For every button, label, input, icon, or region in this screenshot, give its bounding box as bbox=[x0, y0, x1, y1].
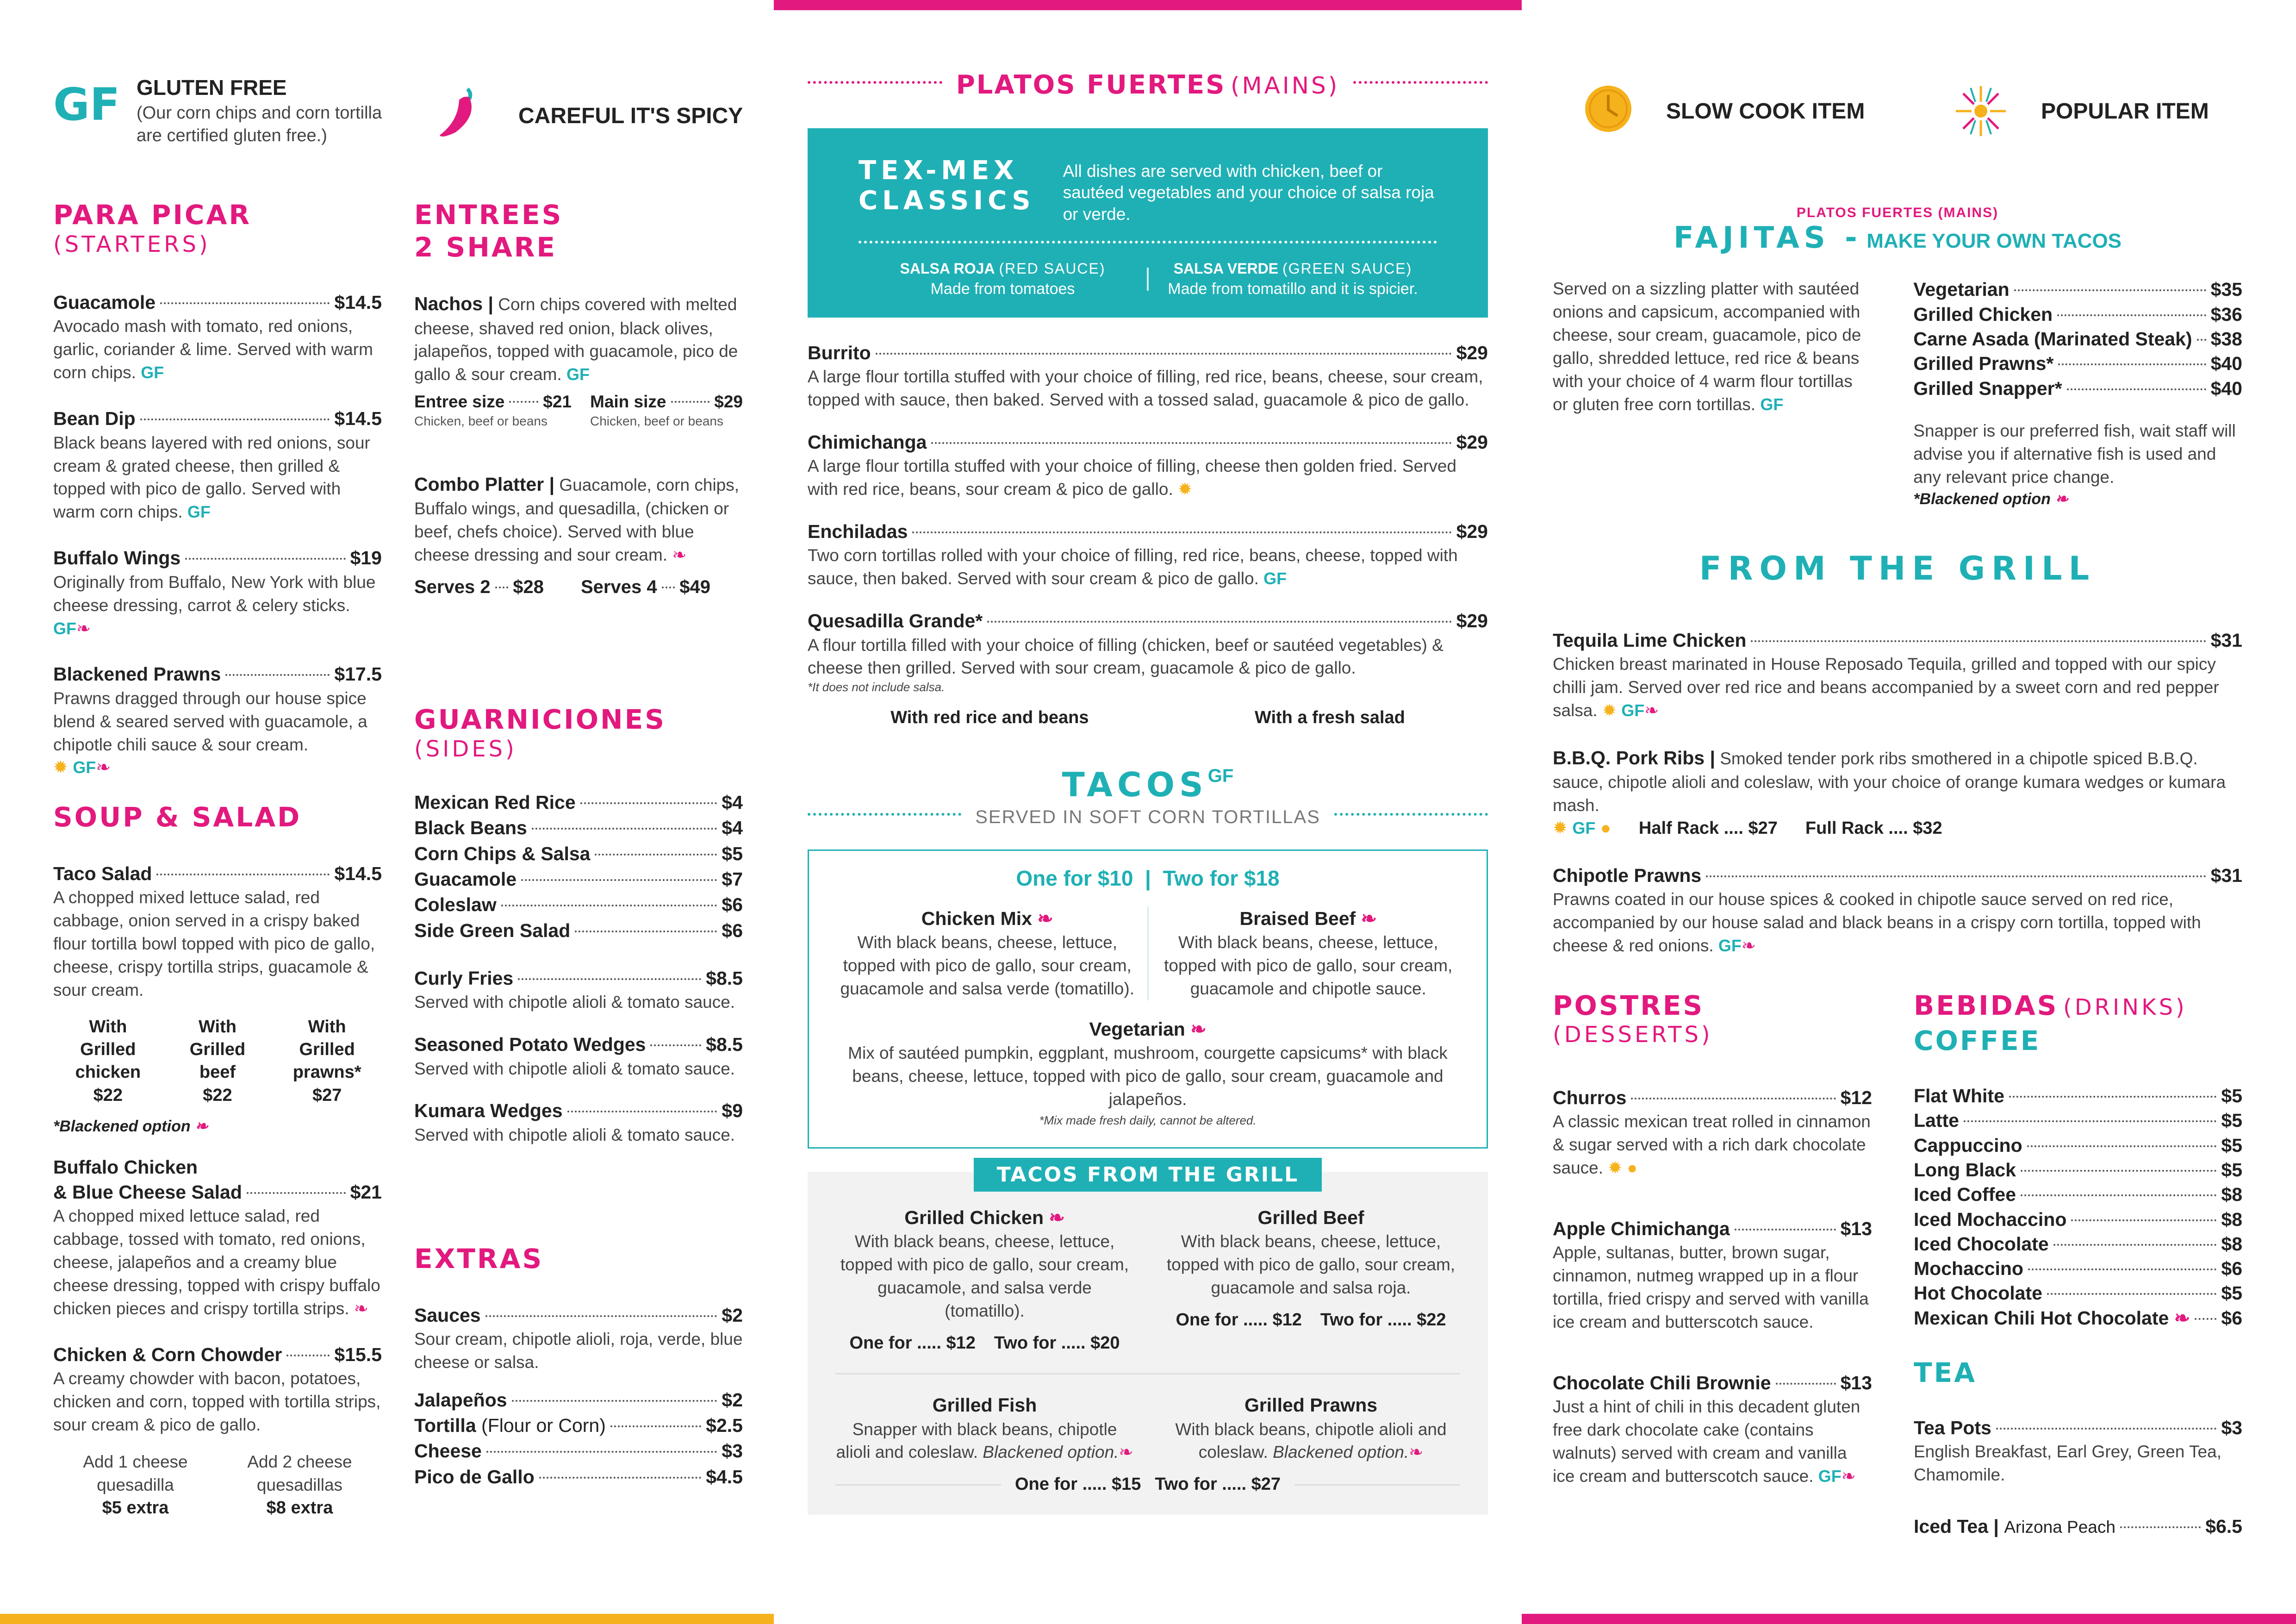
item-desc: Avocado mash with tomato, red onions, garlic, coriander & lime. Served with warm corn chips. bbox=[53, 317, 373, 382]
starburst-icon bbox=[1953, 83, 2009, 139]
item-name: Blackened Prawns bbox=[53, 663, 221, 685]
list-item: Guacamole $7 bbox=[414, 868, 743, 890]
size-note: Chicken, beef or beans bbox=[414, 414, 548, 429]
chili-icon: ❧ bbox=[2174, 1307, 2190, 1329]
list-item: Vegetarian $35 bbox=[1913, 279, 2242, 300]
desserts-subtitle: (DESSERTS) bbox=[1553, 1022, 1713, 1048]
menu-item: Chocolate Chili Brownie $13 Just a hint of chili in this decadent gluten free dark chocolate cake (contains walnuts) served with cream and vanilla ice cream and butterscotch sauce. GF❧ bbox=[1553, 1372, 1872, 1486]
list-item: Cheese $3 bbox=[414, 1440, 743, 1462]
list-item: Iced Chocolate $8 bbox=[1914, 1233, 2242, 1255]
salsa-verde-sub: (GREEN SAUCE) bbox=[1282, 260, 1412, 277]
gf-icon: GF bbox=[53, 79, 120, 131]
chili-icon: ❧ bbox=[2055, 490, 2068, 508]
salsa-roja-label: SALSA ROJA bbox=[900, 260, 995, 277]
entrees-subtitle: 2 SHARE bbox=[414, 231, 557, 263]
serves-2-price: $28 bbox=[513, 576, 544, 597]
menu-item: Iced Tea | Arizona Peach $6.5 bbox=[1914, 1516, 2242, 1537]
grill-tacos-box: TACOS FROM THE GRILL Grilled Chicken ❧ With black beans, cheese, lettuce, topped with pico de gallo, sour cream, guacamole, and salsa verde (tomatillo). One for ..... $12 Two for ..... $20 Grilled Beef With black beans, cheese, lettuce, topped with pico de gallo, sour cream, guacamole and salsa roja. One for ..... $12 Two for ..... $22 Grilled Fish Snapper with black beans, chipotle alioli and coleslaw. Blackened option.❧ Grilled Prawns With black beans, chipotle alioli and coleslaw. Blackened option.❧ One for ..... $15 Two for ..... $27 bbox=[808, 1172, 1488, 1515]
option-label: Add 1 cheese quesadilla bbox=[83, 1452, 188, 1494]
option-price: $22 bbox=[93, 1085, 123, 1105]
menu-item bbox=[53, 290, 382, 384]
taco-name: Grilled Chicken bbox=[904, 1206, 1044, 1228]
taco-desc: With black beans, cheese, lettuce, topped with pico de gallo, sour cream, guacamole and salsa verde (tomatillo). bbox=[840, 932, 1134, 998]
menu-item: Quesadilla Grande* $29 A flour tortilla filled with your choice of filling (chicken, beef or sautéed vegetables) & cheese then grilled. Served with sour cream, guacamole & pico de gallo. *It does not include salsa. With red rice and beans With a fresh salad bbox=[808, 609, 1488, 729]
slow-cook-label: SLOW COOK ITEM bbox=[1666, 99, 1865, 124]
gf-tag: GF bbox=[187, 502, 211, 522]
desserts-title: POSTRES bbox=[1553, 989, 1705, 1021]
popular-legend bbox=[1953, 83, 2277, 139]
starburst-icon: ✹ bbox=[1602, 701, 1617, 720]
list-item: Mochaccino $6 bbox=[1914, 1258, 2242, 1280]
list-item: Iced Coffee $8 bbox=[1914, 1184, 2242, 1206]
option-label: With Grilled prawns* bbox=[292, 1017, 361, 1082]
blackened-note: *Blackened option bbox=[53, 1118, 191, 1136]
fajitas-title: FAJITAS - bbox=[1673, 221, 1862, 255]
item-desc: Guacamole, corn chips, Buffalo wings, and quesadilla, (chicken or beef, chefs choice). Served with blue cheese dressing and sour cream. bbox=[414, 475, 740, 565]
item-desc: Black beans layered with red onions, sour cream & grated cheese, then grilled & topped with pico de gallo. Served with warm corn chips. bbox=[53, 433, 370, 522]
item-price: $14.5 bbox=[334, 862, 382, 884]
bottom-pink-bar bbox=[1522, 1614, 2296, 1624]
popular-label: POPULAR ITEM bbox=[2041, 99, 2209, 124]
starburst-icon: ✹ bbox=[53, 757, 68, 777]
salsa-verde-label: SALSA VERDE bbox=[1173, 260, 1279, 277]
gf-tag: GF bbox=[1760, 395, 1784, 414]
list-item: Tortilla (Flour or Corn) $2.5 bbox=[414, 1415, 743, 1437]
taco-desc: With black beans, cheese, lettuce, topped with pico de gallo, sour cream, guacamole, and salsa verde (tomatillo). bbox=[840, 1232, 1129, 1320]
menu-item: Tea Pots $3 English Breakfast, Earl Grey, Green Tea, Chamomile. bbox=[1914, 1417, 2242, 1485]
fajitas-note: Snapper is our preferred fish, wait staff will advise you if alternative fish is used and any relevant price change. bbox=[1913, 421, 2236, 487]
gf-tag: GF bbox=[566, 365, 590, 384]
menu-item bbox=[53, 1155, 382, 1320]
list-item: Cappuccino $5 bbox=[1914, 1134, 2242, 1156]
slow-cook-legend bbox=[1583, 83, 1907, 139]
chili-icon: ❧ bbox=[1841, 1467, 1856, 1486]
chili-icon bbox=[435, 83, 486, 139]
item-desc: Prawns dragged through our house spice blend & seared served with guacamole, a chipotle chili sauce & sour cream. bbox=[53, 688, 367, 754]
extras-title: EXTRAS bbox=[414, 1243, 544, 1274]
menu-item: Burrito $29 A large flour tortilla stuffed with your choice of filling, red rice, beans, cheese, sour cream, topped with sauce, then baked. Served with a tossed salad, guacamole & pico de gallo. bbox=[808, 342, 1488, 409]
tacos-note: *Mix made fresh daily, cannot be altered. bbox=[1039, 1113, 1257, 1127]
starburst-icon: ✹ bbox=[1178, 480, 1193, 499]
entree-size-price: $21 bbox=[543, 392, 572, 412]
starburst-icon: ✹ bbox=[1553, 818, 1568, 838]
size-note: Chicken, beef or beans bbox=[590, 414, 723, 429]
starters-title: PARA PICAR bbox=[53, 199, 252, 231]
menu-item: Kumara Wedges $9 Served with chipotle alioli & tomato sauce. bbox=[414, 1100, 743, 1144]
menu-item bbox=[53, 862, 382, 1137]
chili-icon: ❧ bbox=[96, 757, 111, 777]
chili-icon: ❧ bbox=[1361, 907, 1377, 929]
option-price: $8 extra bbox=[266, 1498, 333, 1518]
menu-item: Enchiladas $29 Two corn tortillas rolled with your choice of filling, red rice, beans, cheese, topped with sauce, then baked. Served with sour cream & pico de gallo. GF bbox=[808, 521, 1488, 588]
menu-item: Apple Chimichanga $13 Apple, sultanas, butter, brown sugar, cinnamon, nutmeg wrapped up in a flour tortilla, fried crispy and served with vanilla ice cream and butterscotch sauce. bbox=[1553, 1218, 1872, 1332]
tex-mex-title: TEX-MEX bbox=[859, 156, 1019, 186]
quesadilla-option: With red rice and beans bbox=[890, 708, 1089, 728]
classics-title: CLASSICS bbox=[859, 185, 1035, 216]
menu-item bbox=[414, 472, 743, 599]
salsa-roja-desc: Made from tomatoes bbox=[930, 280, 1075, 298]
serves-4-label: Serves 4 bbox=[581, 576, 657, 597]
list-item: Jalapeños $2 bbox=[414, 1389, 743, 1411]
list-item: Mexican Chili Hot Chocolate ❧ $6 bbox=[1914, 1307, 2242, 1329]
chili-icon: ❧ bbox=[195, 1118, 208, 1136]
mains-subtitle: (MAINS) bbox=[1231, 72, 1340, 99]
starburst-icon: ✹ bbox=[1608, 1158, 1623, 1178]
list-item: Pico de Gallo $4.5 bbox=[414, 1466, 743, 1487]
tacos-box bbox=[808, 849, 1488, 1149]
menu-item: Churros $12 A classic mexican treat rolled in cinnamon & sugar served with a rich dark chocolate sauce. ✹ ● bbox=[1553, 1087, 1872, 1178]
chili-icon: ❧ bbox=[1190, 1018, 1207, 1040]
item-name: Buffalo Chicken bbox=[53, 1156, 198, 1178]
serves-4-price: $49 bbox=[679, 576, 710, 597]
gf-tag: GF bbox=[141, 363, 164, 382]
option-price: $27 bbox=[312, 1085, 342, 1105]
chili-icon: ❧ bbox=[1644, 701, 1659, 720]
gf-title: GLUTEN FREE bbox=[137, 75, 287, 100]
item-name: Bean Dip bbox=[53, 408, 136, 430]
option-label: With Grilled beef bbox=[189, 1017, 246, 1082]
top-pink-bar bbox=[774, 0, 1522, 10]
item-name: Combo Platter | bbox=[414, 473, 555, 495]
entrees-title: ENTREES bbox=[414, 199, 563, 231]
spicy-legend bbox=[435, 83, 759, 144]
drinks-title: BEBIDAS bbox=[1914, 989, 2059, 1021]
tex-mex-box bbox=[808, 128, 1488, 318]
spicy-label: CAREFUL IT'S SPICY bbox=[518, 104, 743, 128]
item-desc: A chopped mixed lettuce salad, red cabbage, onion served in a crispy baked flour tortilla bowl topped with pico de gallo, cheese, crispy tortilla strips, guacamole & sour cream. bbox=[53, 887, 375, 999]
gf-tag: GF bbox=[1263, 569, 1287, 588]
bottom-yellow-bar bbox=[0, 1614, 774, 1624]
sides-list bbox=[414, 790, 743, 943]
fajitas-pretitle: PLATOS FUERTES (MAINS) bbox=[1796, 205, 1999, 220]
item-price: $15.5 bbox=[334, 1343, 382, 1365]
chili-icon: ❧ bbox=[76, 618, 91, 638]
item-price: $21 bbox=[350, 1181, 382, 1203]
list-item: Grilled Chicken $36 bbox=[1913, 303, 2242, 325]
menu-item: Chipotle Prawns $31 Prawns coated in our house spices & cooked in chipotle sauce served on red rice, accompanied by our house salad and black beans in a crispy corn tortilla, topped with cheese & red onions. GF❧ bbox=[1553, 864, 2242, 955]
menu-item: Tequila Lime Chicken $31 Chicken breast marinated in House Reposado Tequila, grilled and topped with our spicy chilli jam. Served over red rice and beans accompanied by a sweet corn and red pepper salsa. ✹ GF❧ bbox=[1553, 629, 2242, 720]
chili-icon: ❧ bbox=[1409, 1443, 1424, 1462]
taco-name: Grilled Beef bbox=[1257, 1206, 1364, 1228]
list-item: Mexican Red Rice $4 bbox=[414, 792, 743, 813]
tacos-title: TACOS bbox=[1062, 765, 1208, 804]
soup-salad-title: SOUP & SALAD bbox=[53, 801, 302, 833]
item-name: Guacamole bbox=[53, 292, 156, 313]
item-price: $14.5 bbox=[334, 292, 382, 313]
list-item: Carne Asada (Marinated Steak) $38 bbox=[1913, 328, 2242, 350]
menu-item: Sauces $2 Sour cream, chipotle alioli, roja, verde, blue cheese or salsa. bbox=[414, 1304, 743, 1372]
clock-icon: ● bbox=[1600, 818, 1611, 838]
starters-column bbox=[53, 199, 382, 1542]
blackened-note: *Blackened option bbox=[1913, 490, 2051, 508]
item-price: $19 bbox=[350, 547, 382, 569]
fajitas-desc: Served on a sizzling platter with sautéed onions and capsicum, accompanied with cheese, sour cream, guacamole, pico de gallo, shredded lettuce, red rice & beans with your choice of 4 warm flour tortillas or gluten free corn tortillas. bbox=[1553, 279, 1861, 414]
grill-title: FROM THE GRILL bbox=[1699, 549, 2096, 587]
item-name: & Blue Cheese Salad bbox=[53, 1181, 242, 1203]
list-item: Coleslaw $6 bbox=[414, 894, 743, 916]
chili-icon: ❧ bbox=[1119, 1443, 1133, 1462]
item-price: $14.5 bbox=[334, 408, 382, 430]
item-price: $17.5 bbox=[334, 663, 382, 685]
menu-item bbox=[53, 406, 382, 524]
coffee-title: COFFEE bbox=[1914, 1025, 2041, 1057]
option-price: $5 extra bbox=[102, 1498, 169, 1518]
tex-mex-desc: All dishes are served with chicken, beef or sautéed vegetables and your choice of salsa roja or verde. bbox=[1063, 162, 1434, 224]
clock-icon bbox=[1583, 83, 1634, 134]
quesadilla-note: *It does not include salsa. bbox=[808, 680, 945, 694]
grill-tacos-title: TACOS FROM THE GRILL bbox=[974, 1158, 1322, 1192]
list-item: Flat White $5 bbox=[1914, 1085, 2242, 1107]
extras-list bbox=[414, 1388, 743, 1489]
gf-icon: GF bbox=[1207, 765, 1234, 786]
taco-desc: With black beans, chipotle alioli and coleslaw. bbox=[1175, 1419, 1447, 1462]
menu-item bbox=[53, 546, 382, 640]
taco-desc: Snapper with black beans, chipotle alioli and coleslaw. bbox=[836, 1419, 1117, 1462]
clock-icon: ● bbox=[1627, 1158, 1637, 1178]
item-name: Nachos | bbox=[414, 293, 493, 315]
sides-title: GUARNICIONES bbox=[414, 704, 666, 735]
right-section bbox=[1553, 204, 2242, 1539]
list-item: Grilled Snapper* $40 bbox=[1913, 377, 2242, 399]
list-item: Side Green Salad $6 bbox=[414, 919, 743, 941]
chili-icon: ❧ bbox=[1049, 1206, 1065, 1228]
chili-icon: ❧ bbox=[354, 1299, 368, 1318]
item-desc: Corn chips covered with melted cheese, shaved red onion, black olives, jalapeños, topped with guacamole, pico de gallo & sour cream. bbox=[414, 295, 738, 384]
fajitas-subtitle: MAKE YOUR OWN TACOS bbox=[1867, 230, 2122, 252]
mains-column bbox=[808, 69, 1488, 1515]
item-desc: Originally from Buffalo, New York with blue cheese dressing, carrot & celery sticks. bbox=[53, 572, 376, 615]
option-price: $22 bbox=[203, 1085, 232, 1105]
tea-title: TEA bbox=[1914, 1357, 1977, 1389]
taco-name: Chicken Mix bbox=[921, 907, 1032, 929]
list-item: Hot Chocolate $5 bbox=[1914, 1282, 2242, 1304]
drinks-subtitle: (DRINKS) bbox=[2063, 994, 2187, 1020]
tacos-subtitle: SERVED IN SOFT CORN TORTILLAS bbox=[975, 806, 1320, 827]
menu-item bbox=[53, 1343, 382, 1519]
taco-name: Vegetarian bbox=[1089, 1018, 1185, 1040]
starters-subtitle: (STARTERS) bbox=[53, 231, 211, 257]
gf-tag: GF bbox=[53, 618, 76, 638]
list-item: Black Beans $4 bbox=[414, 817, 743, 839]
salsa-verde-desc: Made from tomatillo and it is spicier. bbox=[1168, 280, 1418, 298]
menu-item bbox=[53, 662, 382, 779]
salsa-roja-sub: (RED SAUCE) bbox=[999, 260, 1106, 277]
chili-icon: ❧ bbox=[1741, 936, 1756, 955]
chili-icon: ❧ bbox=[672, 545, 687, 565]
main-size-price: $29 bbox=[714, 392, 743, 412]
option-label: Add 2 cheese quesadillas bbox=[247, 1452, 352, 1494]
chili-icon: ❧ bbox=[1037, 907, 1053, 929]
menu-item: Curly Fries $8.5 Served with chipotle alioli & tomato sauce. bbox=[414, 967, 743, 1012]
taco-name: Grilled Fish bbox=[932, 1394, 1037, 1416]
taco-desc: With black beans, cheese, lettuce, topped with pico de gallo, sour cream, guacamole and salsa roja. bbox=[1166, 1232, 1456, 1297]
mains-title: PLATOS FUERTES bbox=[956, 70, 1226, 100]
gf-note: (Our corn chips and corn tortilla are certified gluten free.) bbox=[137, 103, 382, 146]
menu-item: Chimichanga $29 A large flour tortilla stuffed with your choice of filling, cheese then golden fried. Served with red rice, beans, sour cream & pico de gallo. ✹ bbox=[808, 431, 1488, 499]
coffee-list bbox=[1914, 1084, 2242, 1330]
option-label: With Grilled chicken bbox=[75, 1017, 141, 1082]
tacos-price-line: One for $10 | Two for $18 bbox=[1016, 866, 1280, 890]
list-item: Corn Chips & Salsa $5 bbox=[414, 843, 743, 864]
taco-desc: With black beans, cheese, lettuce, topped with pico de gallo, sour cream, guacamole and chipotle sauce. bbox=[1164, 932, 1453, 998]
taco-name: Grilled Prawns bbox=[1244, 1394, 1378, 1416]
entrees-column bbox=[414, 199, 743, 1487]
item-desc: A chopped mixed lettuce salad, red cabbage, tossed with tomato, red onions, cheese, jalapeños and a creamy blue cheese dressing, topped with crispy buffalo chicken pieces and crispy tortilla strips. bbox=[53, 1206, 380, 1318]
sides-subtitle: (SIDES) bbox=[414, 736, 517, 762]
taco-desc: Mix of sautéed pumpkin, eggplant, mushroom, courgette capsicums* with black beans, cheese, lettuce, topped with pico de gallo, sour cream, guacamole and jalapeños. bbox=[848, 1043, 1448, 1109]
list-item: Latte $5 bbox=[1914, 1110, 2242, 1131]
taco-name: Braised Beef bbox=[1239, 907, 1356, 929]
menu-item bbox=[414, 291, 743, 430]
item-name: Buffalo Wings bbox=[53, 547, 181, 569]
list-item: Iced Mochaccino $8 bbox=[1914, 1208, 2242, 1230]
list-item: Long Black $5 bbox=[1914, 1159, 2242, 1181]
item-name: Taco Salad bbox=[53, 862, 152, 884]
main-size-label: Main size bbox=[590, 392, 666, 412]
gf-tag: GF bbox=[73, 757, 96, 777]
item-name: Chicken & Corn Chowder bbox=[53, 1343, 282, 1365]
serves-2-label: Serves 2 bbox=[414, 576, 491, 597]
menu-item: Seasoned Potato Wedges $8.5 Served with chipotle alioli & tomato sauce. bbox=[414, 1034, 743, 1078]
quesadilla-option: With a fresh salad bbox=[1254, 708, 1405, 728]
menu-item: B.B.Q. Pork Ribs | Smoked tender pork ribs smothered in a chipotle spiced B.B.Q. sauce, chipotle alioli and coleslaw, with your choice of orange kumara wedges or kumara mash. ✹ GF ● Half Rack .... $27 Full Rack .... $32 bbox=[1553, 747, 2226, 838]
list-item: Grilled Prawns* $40 bbox=[1913, 353, 2242, 375]
entree-size-label: Entree size bbox=[414, 392, 505, 412]
item-desc: A creamy chowder with bacon, potatoes, chicken and corn, topped with tortilla strips, sour cream & pico de gallo. bbox=[53, 1368, 381, 1434]
